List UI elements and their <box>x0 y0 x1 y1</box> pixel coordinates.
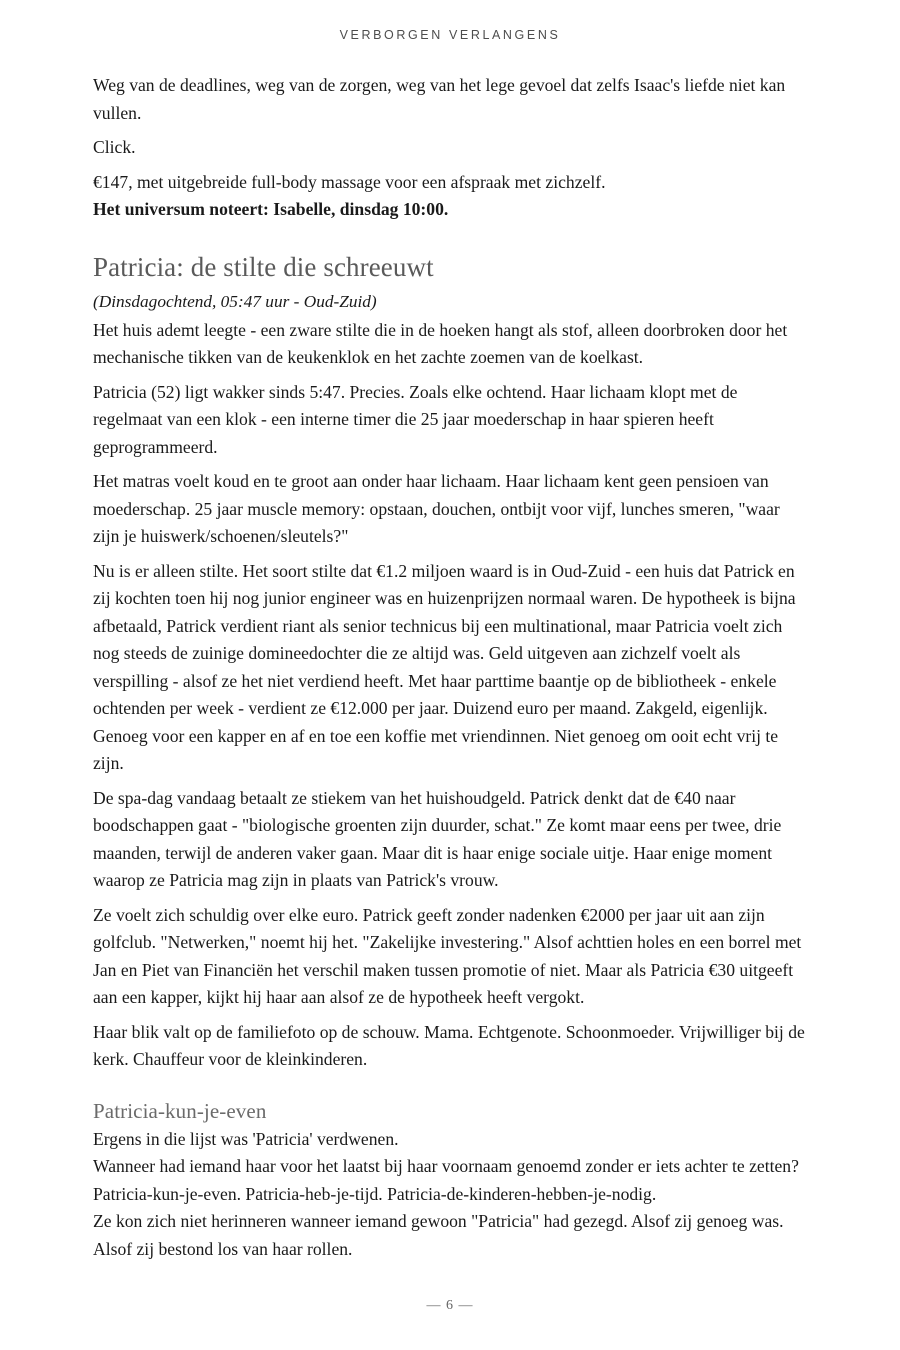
paragraph-section-1: Het huis ademt leegte - een zware stilte die in de hoeken hangt als stof, alleen doorbroken door het mechanische tikken van de keukenklok en het zachte zoemen van de koelkast. <box>93 319 788 367</box>
paragraph-subsection-2: Wanneer had iemand haar voor het laatst bij haar voornaam genoemd zonder er iets achter te zetten? Patricia-kun-je-even. Patricia-heb-je-tijd. Patricia-de-kinderen-hebben-je-nodig. <box>93 1156 799 1204</box>
paragraph-section-4: Nu is er alleen stilte. Het soort stilte dat €1.2 miljoen waard is in Oud-Zuid - een huis dat Patrick en zij kochten toen hij nog junior engineer was en huizenprijzen normaal waren. De hypotheek is bijna afbetaald, Patrick verdient riant als senior technicus bij een multinational, maar Patricia voelt zich nog steeds de zuinige domineedochter die ze altijd was. Geld uitgeven aan zichzelf voelt als verspilling - alsof ze het niet verdiend heeft. Met haar parttime baantje op de bibliotheek - enkele ochtenden per week - verdient ze €12.000 per jaar. Duizend euro per maand. Zakgeld, eigenlijk. Genoeg voor een kapper en af en toe een koffie met vriendinnen. Niet genoeg om ooit echt vrij te zijn. <box>93 560 796 773</box>
paragraph-section-5: De spa-dag vandaag betaalt ze stiekem van het huishoudgeld. Patrick denkt dat de €40 naar boodschappen gaat - "biologische groenten zijn duurder, schat." Ze komt maar eens per twee, drie maanden, terwijl de anderen vaker gaan. Maar dit is haar enige sociale uitje. Haar enige moment waarop ze Patricia mag zijn in plaats van Patrick's vrouw. <box>93 787 782 890</box>
paragraph-intro-2: Click. <box>93 137 136 157</box>
paragraph-subsection-1: Ergens in die lijst was 'Patricia' verdwenen. <box>93 1128 399 1149</box>
running-header: VERBORGEN VERLANGENS <box>339 28 561 42</box>
page-number-footer: — 6 — <box>426 1298 474 1313</box>
paragraph-section-2: Patricia (52) ligt wakker sinds 5:47. Precies. Zoals elke ochtend. Haar lichaam klopt met de regelmaat van een klok - een interne timer die 25 jaar moederschap in haar spieren heeft geprogrammeerd. <box>93 381 738 457</box>
paragraph-intro-3: €147, met uitgebreide full-body massage voor een afspraak met zichzelf. <box>93 171 606 192</box>
paragraph-section-7: Haar blik valt op de familiefoto op de schouw. Mama. Echtgenote. Schoonmoeder. Vrijwilliger bij de kerk. Chauffeur voor de kleinkinderen. <box>93 1021 805 1069</box>
paragraph-intro-bold: Het universum noteert: Isabelle, dinsdag 10:00. <box>93 199 449 219</box>
page-content <box>93 72 807 1263</box>
subsection-heading: Patricia-kun-je-even <box>93 1098 267 1123</box>
section-heading: Patricia: de stilte die schreeuwt <box>93 251 434 282</box>
paragraph-subsection-3: Ze kon zich niet herinneren wanneer iemand gewoon "Patricia" had gezegd. Alsof zij genoeg was. Alsof zij bestond los van haar rollen. <box>93 1211 784 1259</box>
paragraph-section-3: Het matras voelt koud en te groot aan onder haar lichaam. Haar lichaam kent geen pensioen van moederschap. 25 jaar muscle memory: opstaan, douchen, ontbijt voor vijf, lunches smeren, "waar zijn je huiswerk/schoenen/sleutels?" <box>93 471 780 546</box>
paragraph-intro-1: Weg van de deadlines, weg van de zorgen, weg van het lege gevoel dat zelfs Isaac's liefde niet kan vullen. <box>93 75 786 123</box>
paragraph-section-6: Ze voelt zich schuldig over elke euro. Patrick geeft zonder nadenken €2000 per jaar uit aan zijn golfclub. "Netwerken," noemt hij het. "Zakelijke investering." Alsof achttien holes en een borrel met Jan en Piet van Financiën het verschil maken tussen promotie of niet. Maar als Patricia €30 uitgeeft aan een kapper, kijkt hij haar aan alsof ze de hypotheek heeft vergokt. <box>93 904 802 1007</box>
section-subtitle: (Dinsdagochtend, 05:47 uur - Oud-Zuid) <box>93 291 377 311</box>
